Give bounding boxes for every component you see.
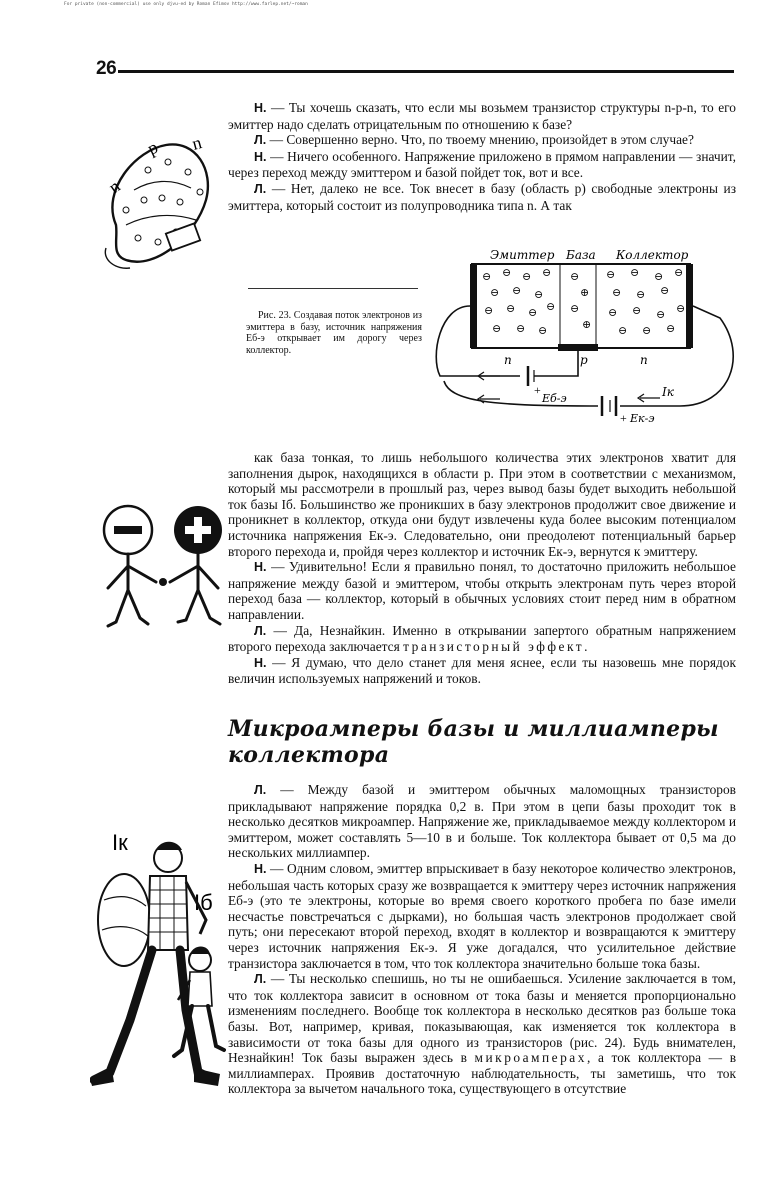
speaker-label: Н. xyxy=(254,149,267,164)
hikers-label-base-current: Iб xyxy=(194,890,213,915)
paragraph xyxy=(228,181,736,213)
electron-mark: ⊖ xyxy=(660,285,670,297)
speaker-label: Л. xyxy=(254,623,267,638)
hole-mark: ⊕ xyxy=(582,319,592,331)
electron-mark: ⊖ xyxy=(522,271,532,283)
hikers-label-collector-current: Iк xyxy=(112,830,128,855)
paragraph-text: — Одним словом, эмиттер впрыскивает в базу некоторое количество электронов, небольшая часть которых сразу же возвращается к эмиттеру через источник напряжения Eб-э (это те электроны, которые во время своего короткого пробега по базе имели несчастье повстречаться с дырками), но большая часть электронов продолжает свой путь; они пересекают второй переход, входят в коллектор и возвращаются к эмиттеру через источник напряжения Eк-э. Я уже догадался, что усилительное действие транзистора заключается в том, что ток коллектора значительно больше тока базы. xyxy=(228,860,736,971)
electron-mark: ⊖ xyxy=(636,289,646,301)
paragraph-text: как база тонкая, то лишь небольшого количества этих электронов хватит для заполнения дырок, находящихся в области p. При этом в соответствии с механизмом, который мы рассмотрели в прошлый раз, через вывод базы будет выходить небольшой ток базы Iб. Большинство же проникших в базу электронов продолжит свое движение и проникнет в коллектор, откуда они будут извлечены куда более высоким потенциалом источника напряжения Eк-э. Следовательно, они преодолеют потенциальный барьер второго перехода и, пройдя через коллектор и источник Eк-э, вернутся к эмиттеру. xyxy=(228,450,736,559)
spaced-emphasis: транзисторный эффект xyxy=(403,639,585,655)
speaker-label: Н. xyxy=(254,861,267,876)
paragraph-text-tail: . xyxy=(584,639,588,655)
paragraph xyxy=(228,450,736,559)
paragraph-text: — Удивительно! Если я правильно понял, то достаточно приложить небольшое напряжение между базой и эмиттером, чтобы открыть электронам путь через второй переход база — коллектор, который в обычных условиях стоит перед ним в обратном направлении. xyxy=(228,559,736,622)
electron-mark: ⊖ xyxy=(538,325,548,337)
electron-mark: ⊖ xyxy=(492,323,502,335)
diagram-plus-ke: + xyxy=(620,411,627,425)
paragraph-text: — Ты несколько спешишь, но ты не ошибаешься. Усиление заключается в том, что ток коллектора зависит в основном от тока базы и меняется пропорционально изменениям последнего. Вообще ток коллектора в несколько десятков раз больше тока базы. Вот, например, кривая, показывающая, как изменяется ток коллектора в зависимости от тока базы для одного из транзисторов (рис. 24). Будь внимателен, Незнайкин! Ток базы выражен здесь в xyxy=(228,971,736,1066)
speaker-label: Н. xyxy=(254,560,267,575)
hole-mark: ⊕ xyxy=(580,287,590,299)
diagram-label-p: p xyxy=(580,353,588,367)
diagram-label-source-ke: Eк-э xyxy=(630,412,655,425)
electron-mark: ⊖ xyxy=(506,303,516,315)
paragraph xyxy=(228,782,736,861)
paragraph xyxy=(228,149,736,181)
transistor-diagram xyxy=(430,246,750,426)
electron-mark: ⊖ xyxy=(608,307,618,319)
paragraph-text-tail: , а ток коллектора — в миллиамперах. Проявив достаточную наблюдательность, ты заметишь, что ток коллектора за вычетом начального тока, существующего в отсутствие xyxy=(228,1050,737,1097)
electron-mark: ⊖ xyxy=(676,303,686,315)
diagram-label-collector: Коллектор xyxy=(616,248,689,262)
paragraph xyxy=(228,971,736,1097)
diagram-label-current: Iк xyxy=(662,385,674,399)
electron-mark: ⊖ xyxy=(632,305,642,317)
diagram-label-n-right: n xyxy=(640,353,648,367)
electron-mark: ⊖ xyxy=(570,271,580,283)
hikers-illustration xyxy=(90,810,226,1100)
section-heading: Микроамперы базы и миллиамперы коллектора xyxy=(228,716,719,768)
speaker-label: Л. xyxy=(254,133,267,148)
electron-mark: ⊖ xyxy=(606,269,616,281)
electron-mark: ⊖ xyxy=(656,309,666,321)
caption-rule xyxy=(248,288,418,289)
paragraph xyxy=(228,861,736,971)
text-block-section xyxy=(228,782,736,1097)
electron-mark: ⊖ xyxy=(528,307,538,319)
diagram-label-source-be: Eб-э xyxy=(542,392,567,405)
spaced-emphasis: микроамперах xyxy=(474,1050,587,1066)
text-block-dialogue xyxy=(228,450,736,687)
electron-mark: ⊖ xyxy=(482,271,492,283)
electron-mark: ⊖ xyxy=(516,323,526,335)
speaker-label: Н. xyxy=(254,101,267,115)
crystal-label-n-left: n xyxy=(104,175,124,198)
electron-mark: ⊖ xyxy=(654,271,664,283)
figure-23-caption: Рис. 23. Создавая поток электронов из эмиттера в базу, источник напряжения Eб-э открывает им дорогу через коллектор. xyxy=(246,310,422,356)
charges-illustration xyxy=(98,500,228,640)
paragraph xyxy=(228,100,736,132)
electron-mark: ⊖ xyxy=(512,285,522,297)
electron-mark: ⊖ xyxy=(534,289,544,301)
header-rule xyxy=(118,70,734,73)
electron-mark: ⊖ xyxy=(618,325,628,337)
minus-sign-icon xyxy=(114,526,142,534)
electron-mark: ⊖ xyxy=(612,287,622,299)
electron-mark: ⊖ xyxy=(484,305,494,317)
paragraph-text: — Ты хочешь сказать, что если мы возьмем транзистор структуры n-p-n, то его эмиттер надо сделать отрицательным по отношению к базе? xyxy=(228,100,736,132)
paragraph-text: — Между базой и эмиттером обычных маломощных транзисторов прикладывают напряжение порядка 0,2 в. При этом в цепи базы проходит ток в несколько десятков микроампер. Напряжение же, прикладываемое между коллектором и эмиттером, может составлять 5—10 в и больше. Ток коллектора бывает от 0,5 ма до нескольких миллиампер. xyxy=(228,782,736,861)
electron-mark: ⊖ xyxy=(674,267,684,279)
diagram-label-emitter: Эмиттер xyxy=(490,248,555,262)
paragraph xyxy=(228,559,736,622)
diagram-label-base: База xyxy=(566,248,596,262)
paragraph-text: — Да, Незнайкин. Именно в открывании запертого обратным напряжением второго перехода заключается xyxy=(228,622,736,655)
electron-mark: ⊖ xyxy=(542,267,552,279)
crystal-label-p: p xyxy=(144,136,161,159)
speaker-label: Л. xyxy=(254,783,267,797)
paragraph xyxy=(228,655,736,687)
electron-mark: ⊖ xyxy=(666,323,676,335)
crystal-illustration xyxy=(96,130,220,280)
page-number: 26 xyxy=(96,58,117,79)
paragraph xyxy=(228,623,736,655)
watermark: For private (non-commercial) use only djvu-ed by Roman Efimov http://www.farlep.net/~roman xyxy=(64,2,308,7)
paragraph-text: — Ничего особенного. Напряжение приложено в прямом направлении — значит, через переход между эмиттером и базой пойдет ток, вот и все. xyxy=(228,148,736,181)
speaker-label: Л. xyxy=(254,972,267,987)
electron-mark: ⊖ xyxy=(642,325,652,337)
paragraph xyxy=(228,132,736,149)
text-block-intro xyxy=(228,100,736,213)
speaker-label: Л. xyxy=(254,181,267,196)
electron-mark: ⊖ xyxy=(502,267,512,279)
electron-mark: ⊖ xyxy=(570,303,580,315)
diagram-label-n-left: n xyxy=(504,353,512,367)
diagram-plus-be: + xyxy=(534,383,541,397)
paragraph-text: — Нет, далеко не все. Ток внесет в базу (область p) свободные электроны из эмиттера, который состоит из полупроводника типа n. А так xyxy=(228,180,736,213)
paragraph-text: — Я думаю, что дело станет для меня яснее, если ты назовешь мне порядок величин используемых напряжений и токов. xyxy=(228,654,736,687)
speaker-label: Н. xyxy=(254,655,267,670)
crystal-label-n-right: n xyxy=(189,132,204,154)
electron-mark: ⊖ xyxy=(630,267,640,279)
paragraph-text: — Совершенно верно. Что, по твоему мнению, произойдет в этом случае? xyxy=(266,132,694,148)
electron-mark: ⊖ xyxy=(546,301,556,313)
electron-mark: ⊖ xyxy=(490,287,500,299)
